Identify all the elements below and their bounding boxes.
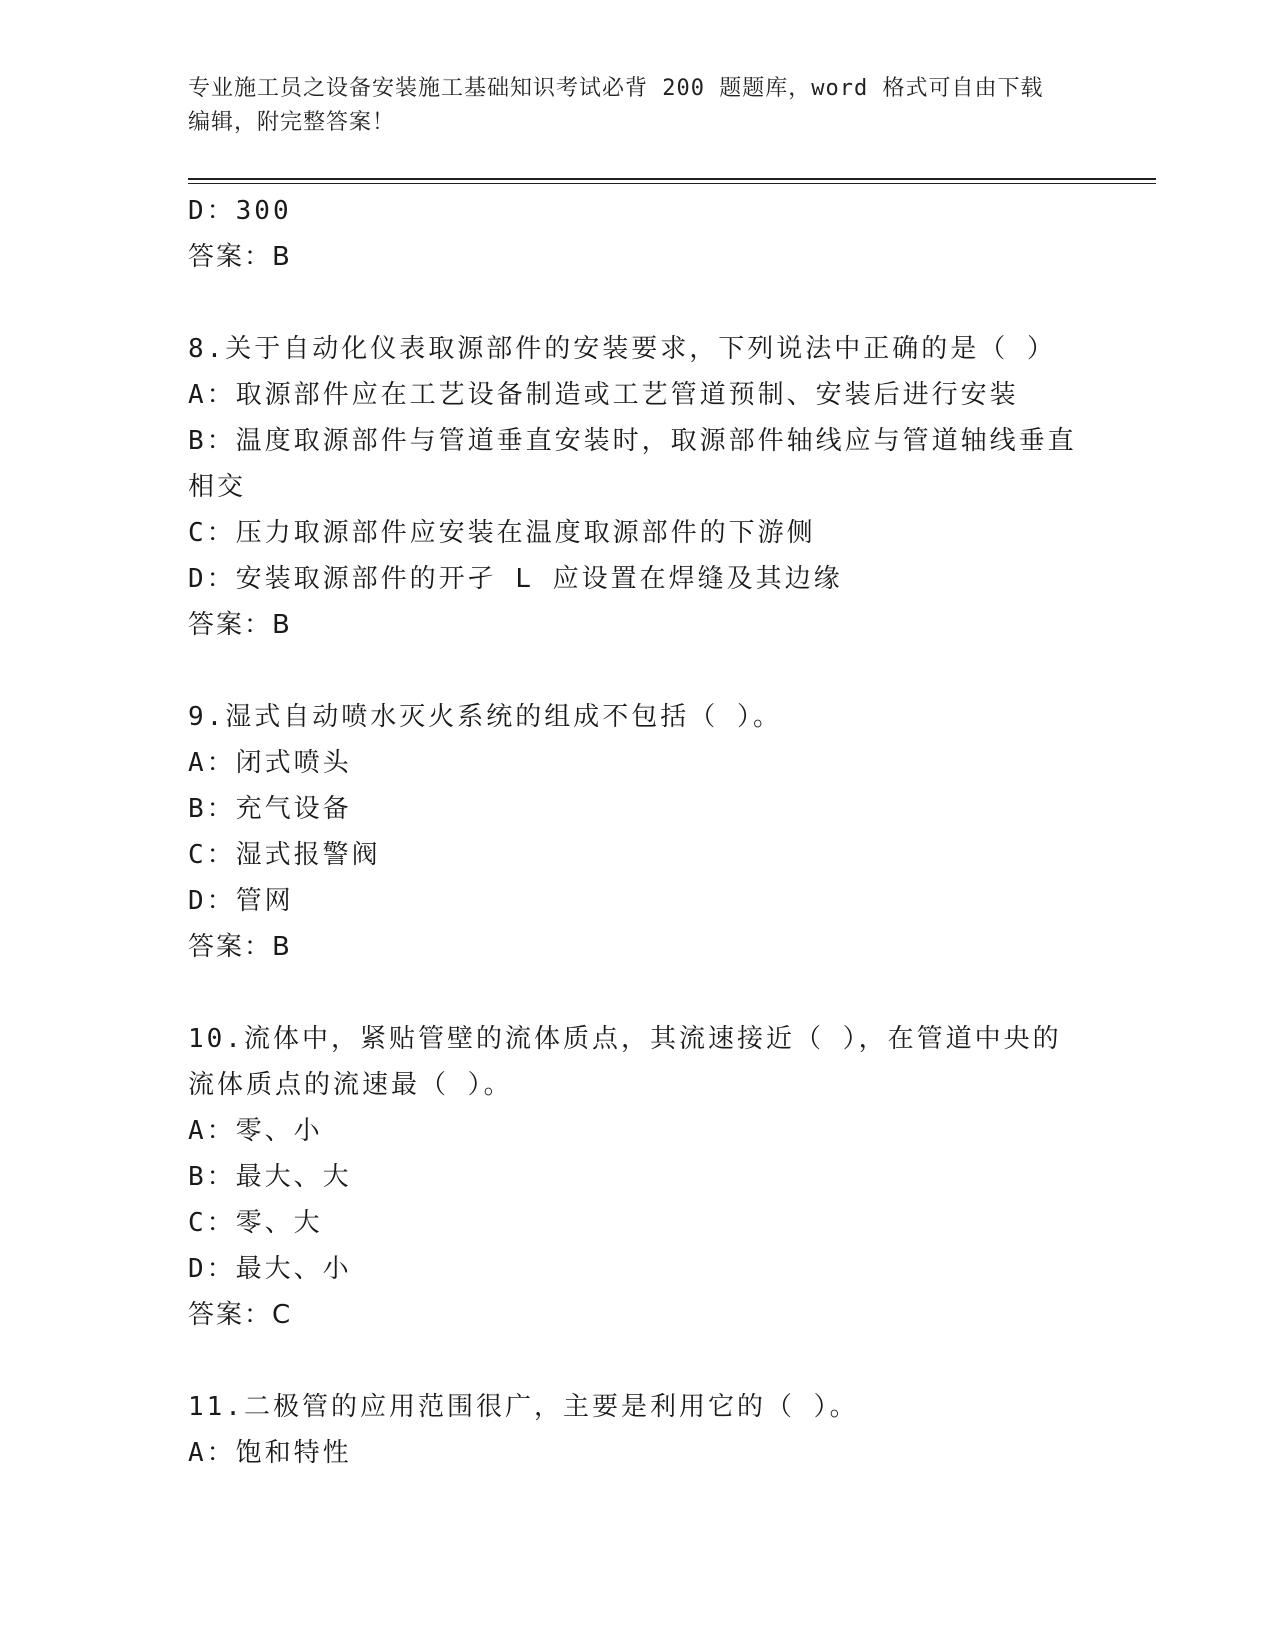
- option-d: D：最大、小: [188, 1254, 352, 1284]
- option-c: C：压力取源部件应安装在温度取源部件的下游侧: [188, 518, 816, 548]
- answer-line: 答案：B: [188, 610, 292, 640]
- answer-line: 答案：C: [188, 1300, 293, 1330]
- answer-line: 答案：B: [188, 932, 292, 962]
- question-stem-continued: 流体质点的流速最（ ）。: [188, 1070, 513, 1100]
- spacer: [188, 648, 1088, 694]
- question-10: [188, 1016, 1088, 1338]
- question-list: [188, 188, 1088, 1476]
- question-11: [188, 1384, 1088, 1476]
- question-8: [188, 326, 1088, 648]
- spacer: [188, 1338, 1088, 1384]
- option-d: D：300: [188, 196, 292, 226]
- option-c: C：零、大: [188, 1208, 323, 1238]
- header-line-2: 编辑，附完整答案！: [188, 110, 396, 135]
- option-b-continued: 相交: [188, 472, 247, 502]
- answer-line: 答案：B: [188, 242, 292, 272]
- option-a: A：零、小: [188, 1116, 323, 1146]
- option-b: B：温度取源部件与管道垂直安装时，取源部件轴线应与管道轴线垂直: [188, 426, 1077, 456]
- header-line-1: 专业施工员之设备安装施工基础知识考试必背 200 题题库，word 格式可自由下载: [188, 76, 1044, 101]
- header-rule-thin: [188, 183, 1156, 184]
- question-stem: 10.流体中，紧贴管壁的流体质点，其流速接近（ ），在管道中央的: [188, 1024, 1062, 1054]
- previous-question-tail: [188, 188, 1088, 280]
- question-stem: 11.二极管的应用范围很广，主要是利用它的（ ）。: [188, 1392, 859, 1422]
- option-a: A：取源部件应在工艺设备制造或工艺管道预制、安装后进行安装: [188, 380, 1019, 410]
- option-d: D：安装取源部件的开孑 L 应设置在焊缝及其边缘: [188, 564, 843, 594]
- spacer: [188, 970, 1088, 1016]
- page-header: [188, 72, 1068, 140]
- question-stem: 9.湿式自动喷水灭火系统的组成不包括（ ）。: [188, 702, 782, 732]
- question-stem: 8.关于自动化仪表取源部件的安装要求，下列说法中正确的是（ ）: [188, 334, 1056, 364]
- header-rule-thick: [188, 178, 1156, 180]
- question-9: [188, 694, 1088, 970]
- option-a: A：饱和特性: [188, 1438, 352, 1468]
- option-d: D：管网: [188, 886, 294, 916]
- option-b: B：充气设备: [188, 794, 352, 824]
- spacer: [188, 280, 1088, 326]
- option-b: B：最大、大: [188, 1162, 352, 1192]
- option-a: A：闭式喷头: [188, 748, 352, 778]
- option-c: C：湿式报警阀: [188, 840, 381, 870]
